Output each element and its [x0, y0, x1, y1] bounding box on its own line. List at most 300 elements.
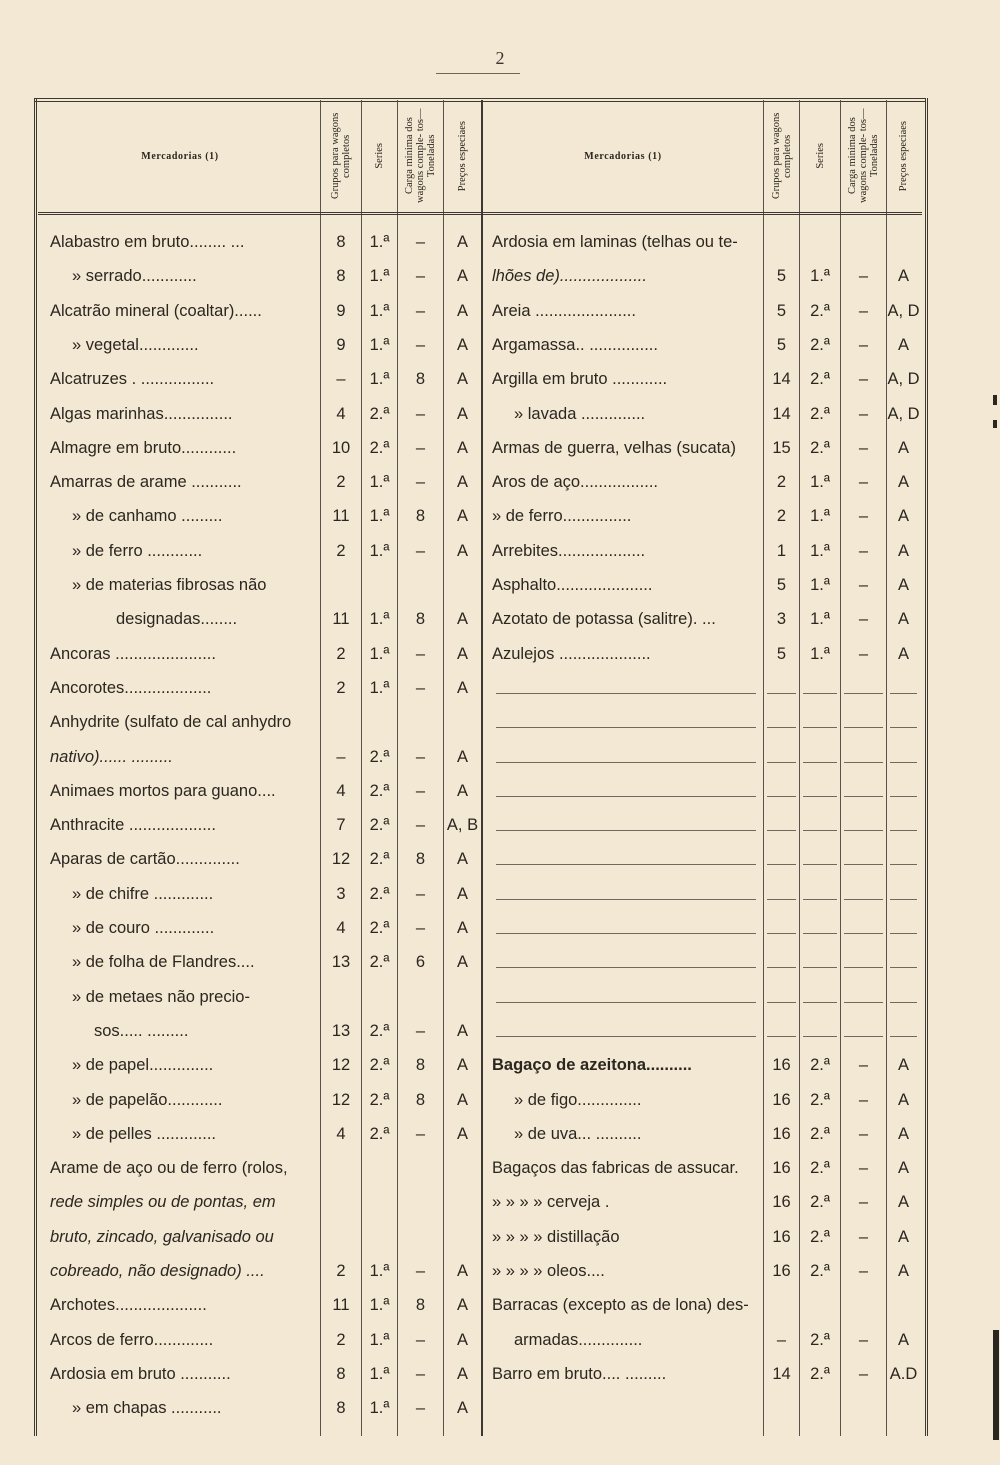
grupo-value: 2	[776, 507, 787, 526]
grupo-value: 8	[336, 1399, 346, 1418]
preco-value: A	[456, 1124, 468, 1143]
header-label: Preços especiaes	[457, 120, 468, 192]
preco-value: A	[456, 267, 468, 286]
header-label: Grupos para wagons completos	[770, 112, 793, 200]
scan-mark	[993, 395, 997, 405]
preco-value: A	[456, 507, 468, 526]
commodity-name: Bagaços das fabricas de assucar.	[492, 1159, 739, 1178]
commodity-name: » de chifre .............	[72, 884, 214, 903]
left-table-row	[0, 911, 1000, 945]
grupo-value: 8	[336, 233, 346, 251]
right-table-row	[0, 568, 1000, 602]
left-table-row	[0, 945, 1000, 979]
commodity-name: » de papelão............	[72, 1090, 223, 1109]
commodity-name: Arrebites...................	[492, 541, 646, 560]
blank-entry-line	[767, 830, 796, 831]
header-mercadorias-right	[483, 102, 763, 210]
carga-value: –	[415, 1262, 426, 1280]
serie-value: 1.ª	[369, 335, 390, 354]
serie-value: 1.ª	[369, 301, 390, 320]
blank-entry-line	[803, 1002, 837, 1003]
blank-entry-line	[767, 693, 796, 694]
right-table-row	[0, 1254, 1000, 1288]
preco-value	[444, 705, 481, 739]
commodity-name: Argilla em bruto ............	[492, 370, 668, 389]
header-label: Series	[814, 143, 826, 169]
serie-value: 1.ª	[810, 267, 830, 286]
carga-value: –	[858, 335, 869, 354]
preco-value: A	[456, 1090, 468, 1109]
grupo-value: 16	[772, 1056, 791, 1075]
commodity-name: Ardosia em bruto ...........	[50, 1364, 231, 1383]
serie-value: 2.ª	[810, 301, 830, 320]
serie-value: 2.ª	[810, 1364, 830, 1383]
commodity-name: lhões de)...................	[492, 267, 647, 286]
serie-value: 2.ª	[810, 438, 830, 457]
header-label: Mercadorias (1)	[141, 150, 219, 162]
blank-entry-line	[890, 933, 917, 934]
grupo-value: 11	[332, 507, 350, 526]
left-table-row	[0, 671, 1000, 705]
carga-value: 8	[415, 1090, 426, 1109]
preco-value: A	[456, 919, 468, 937]
blank-entry-line	[496, 727, 756, 728]
blank-entry-line	[890, 899, 917, 900]
carga-value: –	[415, 473, 426, 492]
blank-entry-line	[803, 762, 837, 763]
preco-value	[887, 225, 920, 259]
carga-value: –	[858, 1159, 869, 1178]
preco-value: A	[897, 267, 909, 286]
serie-value	[800, 225, 840, 259]
serie-value	[800, 1288, 840, 1322]
commodity-name: Amarras de arame ...........	[50, 473, 242, 492]
preco-value: A	[456, 1262, 468, 1280]
grupo-value: 2	[336, 644, 346, 663]
commodity-name: Azulejos ....................	[492, 644, 651, 663]
right-table-row	[0, 534, 1000, 568]
blank-entry-line	[496, 864, 756, 865]
carga-value: –	[415, 1330, 426, 1349]
serie-value: 1.ª	[810, 541, 830, 560]
right-table-row	[0, 1323, 1000, 1357]
carga-value: –	[415, 816, 426, 835]
carga-value: –	[858, 610, 869, 629]
commodity-name: Animaes mortos para guano....	[50, 781, 276, 800]
serie-value: 2.ª	[810, 1227, 830, 1246]
carga-value: –	[415, 781, 426, 800]
commodity-name: Arame de aço ou de ferro (rolos,	[50, 1159, 288, 1178]
blank-entry-line	[803, 830, 837, 831]
preco-value: A	[456, 233, 468, 251]
serie-value: 1.ª	[369, 1330, 390, 1349]
blank-entry-line	[496, 1036, 756, 1037]
commodity-name: » de uva... ..........	[514, 1124, 642, 1143]
preco-value: A	[456, 1399, 468, 1418]
right-table-row	[0, 1151, 1000, 1185]
blank-entry-line	[803, 933, 837, 934]
carga-value: –	[858, 1227, 869, 1246]
commodity-name: Aros de aço.................	[492, 473, 658, 492]
commodity-name: Bagaço de azeitona..........	[492, 1056, 692, 1075]
right-table-row	[0, 499, 1000, 533]
header-separator	[38, 212, 922, 215]
blank-entry-line	[767, 899, 796, 900]
blank-entry-line	[496, 1002, 756, 1003]
commodity-name: » de ferro...............	[492, 507, 632, 526]
serie-value: 2.ª	[810, 1330, 830, 1349]
left-table-row	[0, 740, 1000, 774]
grupo-value: 4	[336, 404, 346, 423]
blank-entry-line	[890, 693, 917, 694]
serie-value: 2.ª	[369, 816, 390, 835]
preco-value: A	[897, 1090, 909, 1109]
serie-value: 1.ª	[369, 233, 390, 251]
serie-value: 2.ª	[810, 370, 830, 389]
commodity-name: » de folha de Flandres....	[72, 953, 255, 972]
grupo-value: 13	[331, 1021, 351, 1040]
commodity-name: » de papel..............	[72, 1056, 214, 1075]
carga-value: –	[858, 507, 869, 526]
grupo-value: 16	[772, 1262, 791, 1280]
header-grupos-left	[321, 102, 361, 210]
grupo-value	[321, 705, 361, 739]
grupo-value: 5	[776, 267, 787, 286]
blank-entry-line	[844, 796, 883, 797]
carga-value: –	[415, 335, 426, 354]
serie-value: 1.ª	[369, 541, 390, 560]
left-table-row	[0, 980, 1000, 1014]
commodity-name: Areia ......................	[492, 301, 636, 320]
carga-value: 8	[415, 1296, 426, 1315]
serie-value	[362, 705, 397, 739]
header-label: Grupos para wagons completos	[330, 112, 352, 200]
scan-mark	[993, 420, 997, 428]
grupo-value: 12	[331, 1090, 351, 1109]
carga-value: –	[858, 1364, 869, 1383]
grupo-value: 3	[776, 610, 787, 629]
preco-value	[887, 1288, 920, 1322]
serie-value: 1.ª	[810, 610, 830, 629]
grupo-value: –	[336, 747, 346, 766]
preco-value: A	[897, 1330, 909, 1349]
blank-entry-line	[844, 762, 883, 763]
scan-mark	[993, 1330, 999, 1440]
serie-value: 2.ª	[369, 850, 390, 869]
preco-value: A	[897, 1159, 909, 1178]
carga-value: –	[858, 1262, 869, 1280]
commodity-name: nativo)...... .........	[50, 747, 173, 766]
blank-entry-line	[767, 727, 796, 728]
serie-value: 1.ª	[810, 473, 830, 492]
blank-entry-line	[803, 1036, 837, 1037]
header-precos-right	[887, 102, 920, 210]
preco-value: A	[897, 438, 909, 457]
preco-value: A	[897, 473, 909, 492]
blank-entry-line	[844, 693, 883, 694]
blank-entry-line	[844, 830, 883, 831]
grupo-value: 2	[336, 1330, 346, 1349]
preco-value: A	[456, 781, 468, 800]
blank-entry-line	[767, 967, 796, 968]
preco-value: A	[456, 644, 468, 663]
carga-value: –	[858, 404, 869, 423]
blank-entry-line	[844, 899, 883, 900]
serie-value: 1.ª	[369, 1399, 390, 1418]
header-label: Carga minima dos wagons comple- tos—Toneladas	[847, 108, 880, 204]
commodity-name: armadas..............	[514, 1330, 643, 1349]
commodity-name: designadas........	[116, 610, 238, 629]
blank-entry-line	[844, 1002, 883, 1003]
right-table-row	[0, 397, 1000, 431]
commodity-name: » » » » oleos....	[492, 1262, 605, 1280]
left-table-row	[0, 1014, 1000, 1048]
blank-entry-line	[803, 967, 837, 968]
preco-value: A	[456, 610, 468, 629]
blank-entry-line	[496, 899, 756, 900]
commodity-name: sos..... .........	[94, 1021, 189, 1040]
carga-value: –	[415, 1124, 426, 1143]
preco-value: A, D	[887, 301, 920, 320]
preco-value: A, B	[446, 816, 479, 835]
header-series-left	[362, 102, 397, 210]
carga-value	[398, 705, 443, 739]
serie-value: 2.ª	[369, 438, 390, 457]
blank-entry-line	[890, 796, 917, 797]
grupo-value: 12	[331, 1056, 351, 1075]
commodity-name: bruto, zincado, galvanisado ou	[50, 1227, 274, 1246]
serie-value: 2.ª	[810, 1193, 830, 1212]
carga-value: –	[415, 1364, 426, 1383]
preco-value: A	[456, 301, 468, 320]
commodity-name: Almagre em bruto............	[50, 438, 237, 457]
preco-value	[444, 980, 481, 1014]
preco-value: A	[456, 1021, 468, 1040]
carga-value: –	[415, 267, 426, 286]
grupo-value: 5	[776, 644, 787, 663]
commodity-name: rede simples ou de pontas, em	[50, 1193, 276, 1212]
preco-value: A	[456, 850, 468, 869]
serie-value: 2.ª	[369, 884, 390, 903]
left-table-row	[0, 808, 1000, 842]
serie-value: 2.ª	[810, 404, 830, 423]
commodity-name: Aparas de cartão..............	[50, 850, 240, 869]
blank-entry-line	[767, 933, 796, 934]
grupo-value: 4	[336, 781, 346, 800]
commodity-name: Alabastro em bruto........ ...	[50, 233, 245, 251]
right-table-row	[0, 225, 1000, 259]
serie-value: 2.ª	[810, 1056, 830, 1075]
blank-entry-line	[803, 899, 837, 900]
preco-value: A	[456, 438, 468, 457]
carga-value: –	[858, 473, 869, 492]
carga-value: 6	[415, 953, 426, 972]
carga-value: –	[415, 301, 426, 320]
serie-value: 1.ª	[810, 644, 830, 663]
blank-entry-line	[844, 933, 883, 934]
grupo-value: 2	[336, 473, 346, 492]
carga-value: –	[415, 1399, 426, 1418]
blank-entry-line	[890, 967, 917, 968]
header-label: Mercadorias (1)	[584, 150, 662, 162]
blank-entry-line	[767, 1002, 796, 1003]
blank-entry-line	[767, 864, 796, 865]
serie-value: 2.ª	[810, 335, 830, 354]
right-table-row	[0, 294, 1000, 328]
left-table-row	[0, 705, 1000, 739]
grupo-value: 14	[772, 370, 791, 389]
right-table-row	[0, 1117, 1000, 1151]
right-table-row	[0, 431, 1000, 465]
right-table-row	[0, 362, 1000, 396]
commodity-name: » serrado............	[72, 267, 197, 286]
blank-entry-line	[890, 727, 917, 728]
blank-entry-line	[496, 967, 756, 968]
commodity-name: cobreado, não designado) ....	[50, 1262, 265, 1280]
preco-value: A	[456, 1056, 468, 1075]
preco-value: A	[897, 507, 909, 526]
preco-value: A	[897, 1193, 909, 1212]
blank-entry-line	[844, 864, 883, 865]
preco-value: A	[897, 610, 909, 629]
grupo-value	[321, 980, 361, 1014]
blank-entry-line	[496, 830, 756, 831]
grupo-value: 14	[772, 404, 791, 423]
grupo-value: 11	[332, 1296, 350, 1315]
commodity-name: Argamassa.. ...............	[492, 335, 658, 354]
commodity-name: Alcatruzes . ................	[50, 370, 215, 389]
right-table-row	[0, 1185, 1000, 1219]
preco-value: A	[456, 1364, 468, 1383]
carga-value: –	[415, 233, 426, 251]
preco-value: A	[897, 1056, 909, 1075]
carga-value: –	[858, 541, 869, 560]
header-grupos-right	[764, 102, 799, 210]
grupo-value: 3	[336, 884, 346, 903]
blank-entry-line	[767, 1036, 796, 1037]
grupo-value: –	[776, 1330, 787, 1349]
header-carga-right	[841, 102, 886, 210]
preco-value: A	[897, 541, 909, 560]
serie-value: 1.ª	[369, 507, 390, 526]
right-table-row	[0, 1220, 1000, 1254]
grupo-value: 2	[776, 473, 787, 492]
header-label: Series	[374, 143, 385, 169]
commodity-name: Barro em bruto.... .........	[492, 1364, 667, 1383]
serie-value: 2.ª	[369, 1056, 390, 1075]
right-table-row	[0, 1357, 1000, 1391]
header-carga-left	[398, 102, 443, 210]
carga-value: 8	[415, 610, 426, 629]
serie-value: 2.ª	[369, 919, 390, 937]
header-precos-left	[444, 102, 481, 210]
serie-value: 1.ª	[369, 1296, 390, 1315]
serie-value: 2.ª	[810, 1124, 830, 1143]
commodity-name: Anthracite ...................	[50, 816, 216, 835]
commodity-name: Ardosia em laminas (telhas ou te-	[492, 233, 738, 251]
grupo-value: 2	[336, 541, 346, 560]
preco-value: A	[456, 335, 468, 354]
preco-value: A	[456, 541, 468, 560]
carga-value: –	[858, 1090, 869, 1109]
blank-entry-line	[890, 1002, 917, 1003]
commodity-name: Anhydrite (sulfato de cal anhydro	[50, 713, 292, 732]
commodity-name: Alcatrão mineral (coaltar)......	[50, 301, 262, 320]
right-table-row	[0, 602, 1000, 636]
grupo-value: 10	[331, 438, 351, 457]
blank-entry-line	[890, 864, 917, 865]
preco-value: A	[897, 644, 909, 663]
grupo-value: 11	[332, 610, 350, 629]
commodity-name: Barracas (excepto as de lona) des-	[492, 1296, 749, 1315]
blank-entry-line	[844, 727, 883, 728]
carga-value: –	[858, 301, 869, 320]
grupo-value: 5	[776, 335, 787, 354]
blank-entry-line	[890, 762, 917, 763]
preco-value: A.D	[889, 1364, 918, 1383]
preco-value: A	[456, 370, 468, 389]
commodity-name: Azotato de potassa (salitre). ...	[492, 610, 716, 629]
blank-entry-line	[803, 796, 837, 797]
carga-value: 8	[415, 507, 426, 526]
grupo-value: 5	[776, 576, 787, 594]
grupo-value: 12	[331, 850, 351, 869]
carga-value: –	[415, 747, 426, 766]
carga-value: –	[858, 370, 869, 389]
preco-value: A	[456, 473, 468, 492]
page-number: 2	[495, 48, 505, 68]
preco-value: A	[897, 1262, 909, 1280]
blank-entry-line	[496, 762, 756, 763]
serie-value: 1.ª	[369, 473, 390, 492]
preco-value: A	[456, 953, 468, 972]
commodity-name: » de canhamo .........	[72, 507, 223, 526]
carga-value	[841, 1288, 886, 1322]
grupo-value	[764, 225, 799, 259]
grupo-value: 16	[772, 1124, 791, 1143]
blank-entry-line	[496, 693, 756, 694]
carga-value: –	[858, 644, 869, 663]
commodity-name: Arcos de ferro.............	[50, 1330, 214, 1349]
carga-value: –	[858, 438, 869, 457]
blank-entry-line	[844, 967, 883, 968]
commodity-name: Ancorotes...................	[50, 678, 212, 697]
left-table-row	[0, 842, 1000, 876]
grupo-value: 9	[336, 301, 346, 320]
carga-value	[841, 225, 886, 259]
grupo-value: 8	[336, 1364, 346, 1383]
preco-value: A	[456, 1296, 468, 1315]
commodity-name: » de couro .............	[72, 919, 215, 937]
serie-value: 1.ª	[369, 644, 390, 663]
grupo-value: 16	[772, 1159, 791, 1178]
preco-value: A	[897, 1124, 909, 1143]
commodity-name: » » » » cerveja .	[492, 1193, 610, 1212]
blank-entry-line	[496, 933, 756, 934]
blank-entry-line	[890, 1036, 917, 1037]
serie-value	[362, 980, 397, 1014]
preco-value: A	[897, 335, 909, 354]
commodity-name: » vegetal.............	[72, 335, 199, 354]
serie-value: 2.ª	[810, 1262, 830, 1280]
grupo-value: 1	[776, 541, 787, 560]
serie-value: 2.ª	[369, 953, 390, 972]
preco-value: A, D	[887, 404, 920, 423]
carga-value: 8	[415, 850, 426, 869]
carga-value: 8	[415, 1056, 426, 1075]
page-number-rule	[436, 73, 520, 74]
preco-value: A	[456, 884, 468, 903]
